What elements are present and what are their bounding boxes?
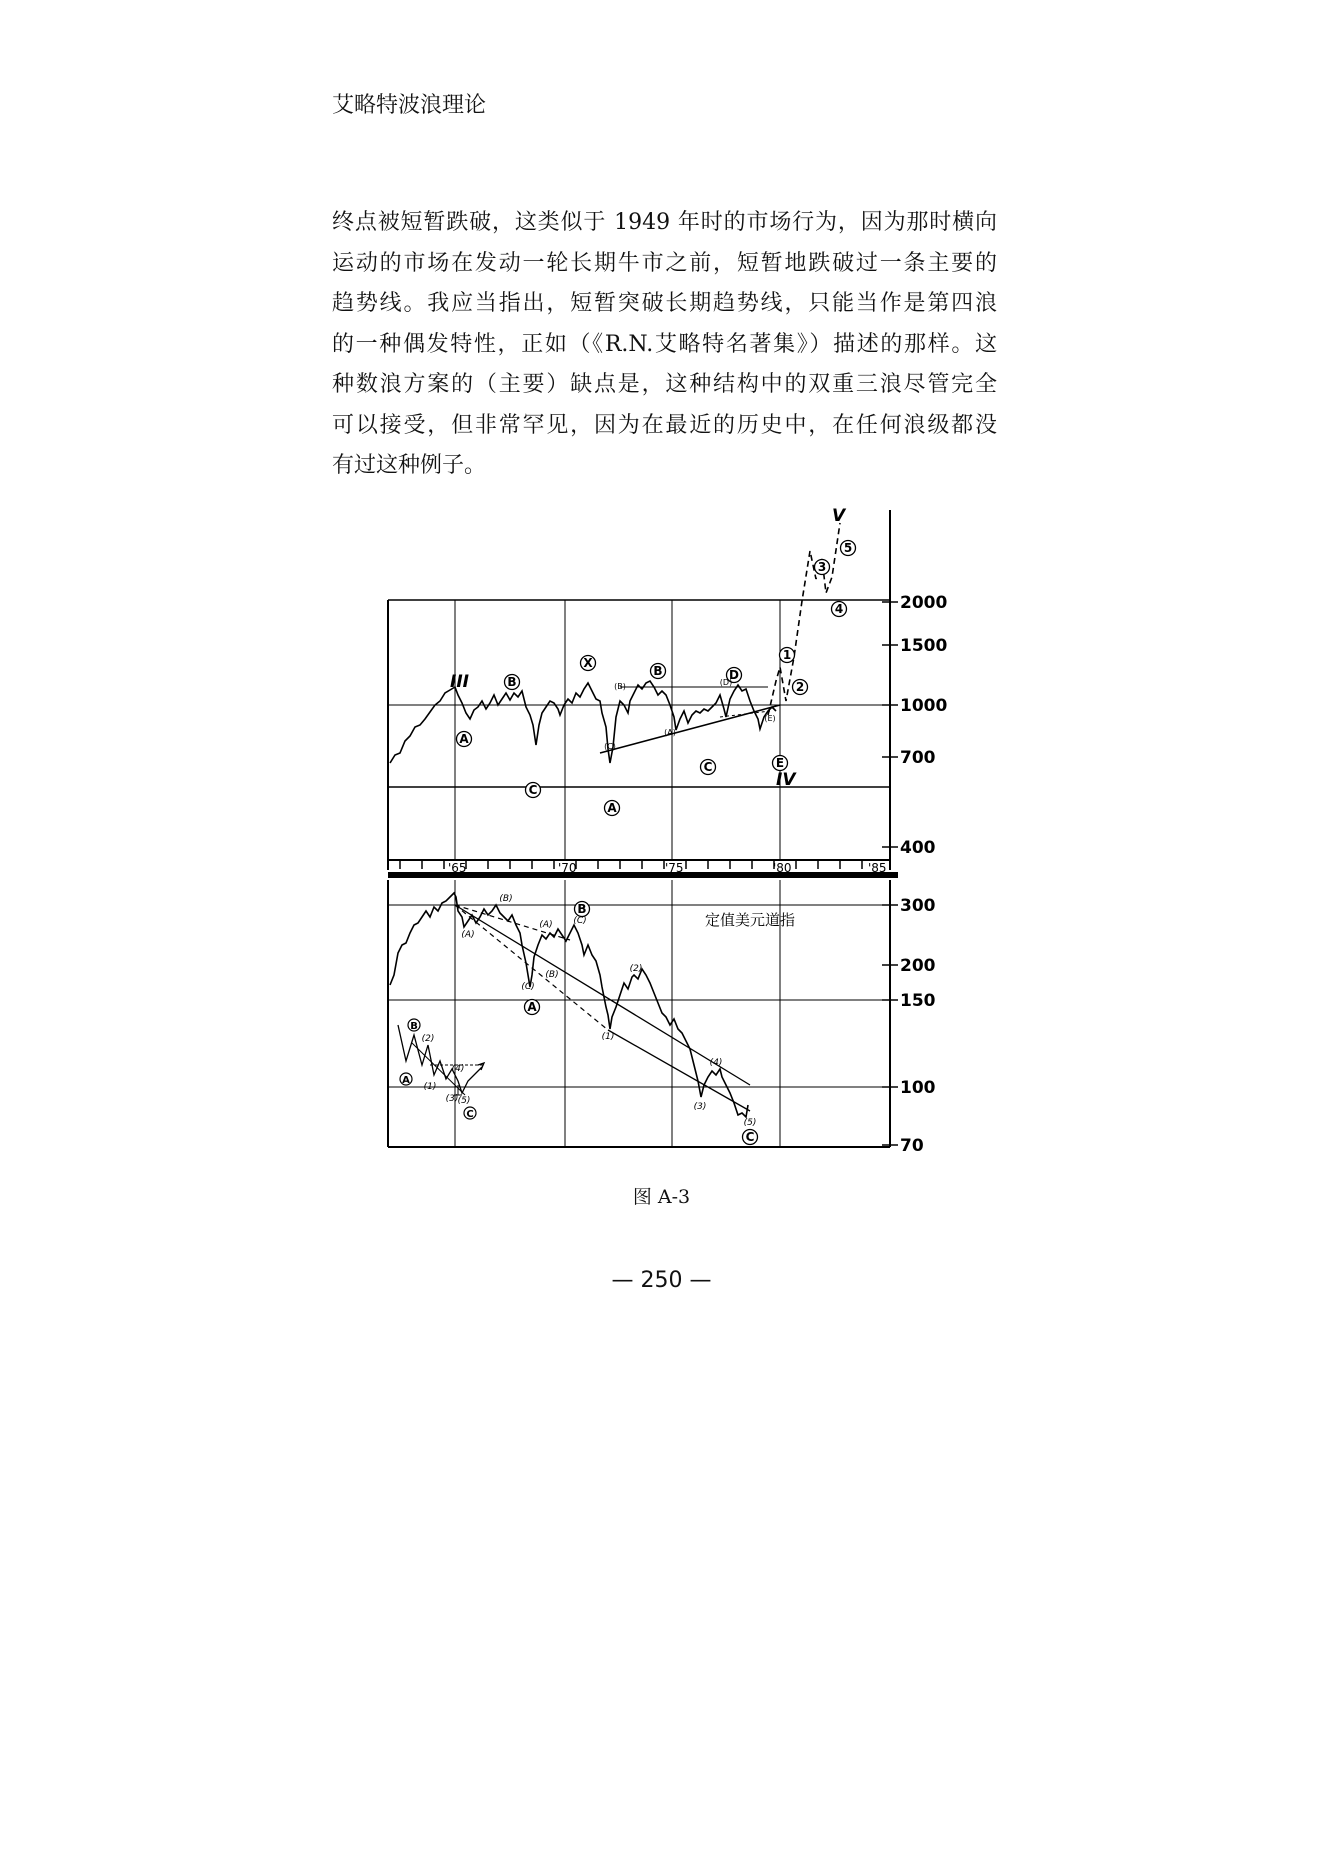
small-label: (2) bbox=[629, 964, 643, 974]
y-label: 150 bbox=[900, 991, 936, 1011]
text-line: 有过这种例子。 bbox=[332, 453, 487, 478]
small-label: (1) bbox=[601, 1032, 615, 1042]
svg-text:C: C bbox=[703, 760, 713, 774]
circled-label bbox=[526, 783, 541, 798]
small-label: (D) bbox=[719, 678, 733, 687]
svg-text:C: C bbox=[466, 1109, 474, 1120]
svg-text:E: E bbox=[775, 756, 785, 770]
elliott-wave-figure bbox=[370, 505, 948, 1156]
circled-label bbox=[841, 541, 856, 556]
y-label: 700 bbox=[900, 748, 936, 768]
circled-label bbox=[701, 760, 716, 775]
circled-label bbox=[457, 732, 472, 747]
small-label: (B) bbox=[614, 682, 626, 691]
small-label: (4) bbox=[709, 1058, 723, 1068]
body-paragraph bbox=[332, 203, 997, 487]
circled-label bbox=[525, 1000, 540, 1015]
svg-text:X: X bbox=[583, 656, 593, 670]
y-label: 400 bbox=[900, 838, 936, 858]
small-label: (A) bbox=[461, 930, 475, 940]
small-label: (C) bbox=[521, 982, 535, 992]
small-label: (4) bbox=[451, 1064, 465, 1074]
figure-caption: 图 A-3 bbox=[632, 1186, 691, 1208]
small-label: (5) bbox=[457, 1096, 471, 1106]
circled-label bbox=[575, 902, 590, 917]
circled-label bbox=[505, 675, 520, 690]
small-label: (A) bbox=[539, 920, 553, 930]
x-label: '65 bbox=[448, 861, 467, 875]
wave-label: IV bbox=[776, 770, 796, 790]
svg-text:3: 3 bbox=[817, 560, 827, 574]
circled-label bbox=[464, 1107, 476, 1120]
x-label: '70 bbox=[558, 861, 577, 875]
circled-label bbox=[815, 560, 830, 575]
page-number: — 250 — bbox=[611, 1268, 712, 1293]
svg-text:A: A bbox=[459, 732, 469, 746]
text-line: 趋势线。我应当指出，短暂突破长期趋势线，只能当作是第四浪 bbox=[332, 291, 997, 316]
y-label: 100 bbox=[900, 1078, 936, 1098]
text-line: 运动的市场在发动一轮长期牛市之前，短暂地跌破过一条主要的 bbox=[332, 250, 997, 276]
svg-text:B: B bbox=[577, 902, 587, 916]
circled-label bbox=[400, 1073, 412, 1086]
small-label: (C) bbox=[573, 916, 587, 926]
wave-label: V bbox=[832, 506, 846, 526]
small-label: (A) bbox=[664, 728, 676, 737]
svg-text:B: B bbox=[653, 664, 663, 678]
text-line: 种数浪方案的（主要）缺点是，这种结构中的双重三浪尽管完全 bbox=[332, 372, 997, 397]
wave-label: III bbox=[450, 672, 469, 692]
y-label: 300 bbox=[900, 896, 936, 916]
small-label: (B) bbox=[545, 970, 559, 980]
circled-label bbox=[651, 664, 666, 679]
small-label: (2) bbox=[421, 1034, 435, 1044]
circled-label bbox=[605, 801, 620, 816]
small-label: (3) bbox=[693, 1102, 707, 1112]
y-label: 1000 bbox=[900, 696, 948, 716]
svg-text:5: 5 bbox=[843, 541, 853, 555]
y-label: 200 bbox=[900, 956, 936, 976]
svg-text:C: C bbox=[528, 783, 538, 797]
chart-title: 定值美元道指 bbox=[704, 911, 796, 929]
circled-label bbox=[581, 656, 596, 671]
running-header: 艾略特波浪理论 bbox=[332, 93, 487, 118]
svg-text:4: 4 bbox=[834, 602, 844, 616]
small-label: (5) bbox=[743, 1118, 757, 1128]
circled-label bbox=[832, 602, 847, 617]
svg-text:2: 2 bbox=[795, 680, 805, 694]
x-label: '80 bbox=[773, 861, 792, 875]
svg-text:B: B bbox=[410, 1021, 418, 1032]
text-line: 终点被短暂跌破，这类似于 1949 年时的市场行为，因为那时横向 bbox=[332, 210, 997, 235]
small-label: (C) bbox=[604, 742, 616, 751]
small-label: (3) bbox=[445, 1094, 459, 1104]
svg-text:A: A bbox=[607, 801, 617, 815]
circled-label bbox=[780, 648, 795, 663]
y-label: 70 bbox=[900, 1136, 924, 1156]
y-label: 2000 bbox=[900, 593, 948, 613]
circled-label bbox=[793, 680, 808, 695]
circled-label bbox=[743, 1130, 758, 1145]
x-label: '75 bbox=[665, 861, 684, 875]
text-line: 的一种偶发特性，正如（《R.N.艾略特名著集》）描述的那样。这 bbox=[332, 331, 997, 357]
svg-text:C: C bbox=[745, 1130, 755, 1144]
text-line: 可以接受，但非常罕见，因为在最近的历史中，在任何浪级都没 bbox=[332, 412, 997, 438]
x-label: '85 bbox=[868, 861, 887, 875]
svg-text:1: 1 bbox=[782, 648, 792, 662]
svg-text:D: D bbox=[729, 668, 739, 682]
small-label: (E) bbox=[764, 714, 776, 723]
circled-label bbox=[773, 756, 788, 771]
y-label: 1500 bbox=[900, 636, 948, 656]
svg-text:A: A bbox=[527, 1000, 537, 1014]
circled-label bbox=[408, 1019, 420, 1032]
small-label: (B) bbox=[499, 894, 513, 904]
small-label: (1) bbox=[423, 1082, 437, 1092]
svg-text:A: A bbox=[402, 1075, 410, 1086]
svg-text:B: B bbox=[507, 675, 517, 689]
